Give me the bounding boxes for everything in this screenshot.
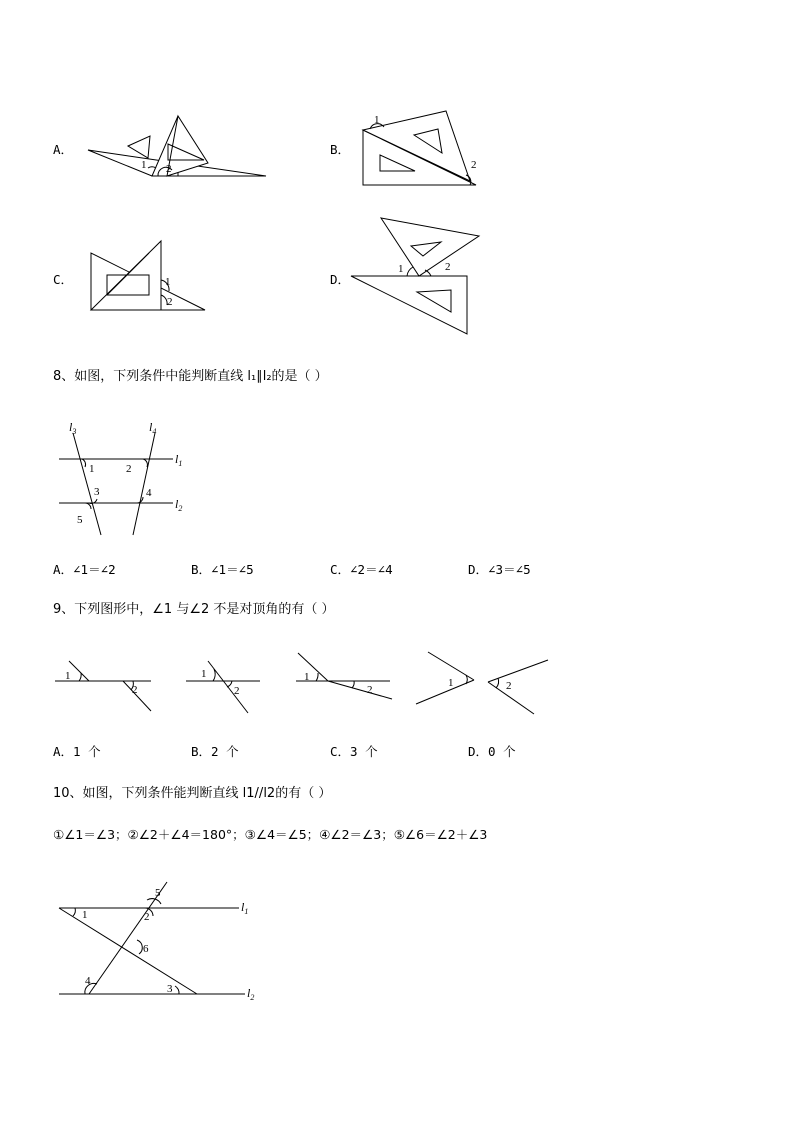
q7d-upper-triangle xyxy=(381,218,479,276)
q8-angle-arc-2 xyxy=(143,459,147,467)
q8-angle-arc-1 xyxy=(82,459,86,467)
q8-angle-arc-5 xyxy=(85,503,91,509)
q9-figure-3 xyxy=(296,647,396,707)
q9f1-angle-label-2: 2 xyxy=(132,684,138,696)
q8-line-l4 xyxy=(133,433,155,535)
q10-transversal-a xyxy=(59,908,197,994)
q8-choice-c: C．∠2＝∠4 xyxy=(330,562,393,577)
q9-question-stem: 9、下列图形中，∠1 与∠2 不是对顶角的有（ ） xyxy=(53,602,335,617)
q10-label-l1: $l_1$ xyxy=(241,900,249,916)
q9-choice-c: C．3 个 xyxy=(330,744,378,759)
q10-question-stem: 10、如图，下列条件能判断直线 l1//l2的有（ ） xyxy=(53,786,332,801)
q10-angle-label-4: 4 xyxy=(85,975,91,987)
q9f4-angle-label-1: 1 xyxy=(448,677,454,689)
q10-angle-label-3: 3 xyxy=(167,983,173,995)
q9-choice-b: B．2 个 xyxy=(191,744,239,759)
q7-option-c-figure xyxy=(85,235,215,315)
q9-figure-4 xyxy=(412,648,552,716)
q8-angle-label-5: 5 xyxy=(77,514,83,526)
q9-choice-a: A．1 个 xyxy=(53,744,101,759)
q9f1-angle-label-1: 1 xyxy=(65,670,71,682)
q7d-lower-triangle xyxy=(351,276,467,334)
q9f3-angle-label-1: 1 xyxy=(304,671,310,683)
q8-choice-a: A．∠1＝∠2 xyxy=(53,562,116,577)
q7d-angle-label-1: 1 xyxy=(398,263,404,275)
q10-angle-label-1: 1 xyxy=(82,909,88,921)
q7c-angle-label-2: 2 xyxy=(167,296,173,308)
q9f4-left-upper-ray xyxy=(428,652,474,680)
q7a-angle-label-1: 1 xyxy=(141,159,147,171)
q7d-angle-arc-1 xyxy=(407,267,413,276)
q9f2-angle-label-2: 2 xyxy=(234,685,240,697)
q10-angle-label-5: 5 xyxy=(155,887,161,899)
q9f4-left-lower-ray xyxy=(416,680,474,704)
q7-option-c-letter: C． xyxy=(53,272,74,287)
q10-angle-label-6: 6 xyxy=(143,943,149,955)
q8-question-stem: 8、如图，下列条件中能判断直线 l₁∥l₂的是（ ） xyxy=(53,369,328,384)
q8-angle-label-2: 2 xyxy=(126,463,132,475)
q9f3-angle-label-2: 2 xyxy=(367,684,373,696)
q9f3-lower-ray xyxy=(328,681,392,699)
q9f3-upper-ray xyxy=(298,653,328,681)
q9f3-angle-arc-2 xyxy=(352,681,354,688)
q9f4-angle-arc-1 xyxy=(466,675,467,684)
q10-angle-arc-6 xyxy=(137,940,142,954)
q8-angle-label-1: 1 xyxy=(89,463,95,475)
q9-figure-2 xyxy=(186,655,266,717)
q7-option-a-letter: A． xyxy=(53,142,74,157)
q8-choice-b: B．∠1＝∠5 xyxy=(191,562,254,577)
q7-option-b-letter: B． xyxy=(330,142,351,157)
q10-angle-label-2: 2 xyxy=(144,911,150,923)
q7a-angle-label-2: 2 xyxy=(166,163,172,175)
q9f3-angle-arc-1 xyxy=(316,673,318,681)
q8-label-l4: $l_4$ xyxy=(149,420,157,436)
q7-option-b-figure xyxy=(360,105,490,190)
q9f2-angle-arc-1 xyxy=(213,669,215,681)
q8-figure xyxy=(55,415,195,540)
q7-option-d-letter: D． xyxy=(330,272,351,287)
q9f2-angle-label-1: 1 xyxy=(201,668,207,680)
q9-figure-1 xyxy=(55,655,155,717)
q9f1-angle-arc-1 xyxy=(79,673,81,681)
q9f4-angle-label-2: 2 xyxy=(506,680,512,692)
q7-option-d-figure xyxy=(345,212,485,337)
q8-label-l2: $l_2$ xyxy=(175,497,183,513)
q10-figure xyxy=(55,880,275,1005)
q9f4-right-upper-ray xyxy=(488,660,548,682)
q7b-angle-label-1: 1 xyxy=(374,114,380,126)
q8-choice-d: D．∠3＝∠5 xyxy=(468,562,531,577)
q10-angle-arc-3 xyxy=(175,986,179,994)
q7-option-a-figure xyxy=(80,110,280,185)
q10-label-l2: $l_2$ xyxy=(247,986,255,1002)
q8-angle-label-4: 4 xyxy=(146,487,152,499)
q8-label-l1: $l_1$ xyxy=(175,452,183,468)
q7d-angle-arc-2 xyxy=(425,270,431,276)
q9f1-upper-ray xyxy=(69,661,89,681)
q9f4-angle-arc-2 xyxy=(496,678,499,688)
q8-label-l3: $l_3$ xyxy=(69,420,77,436)
q7d-angle-label-2: 2 xyxy=(445,261,451,273)
q7c-angle-label-1: 1 xyxy=(165,276,171,288)
q10-angle-arc-1 xyxy=(73,908,75,916)
q7a-inner-cutout-left xyxy=(128,136,150,158)
q8-angle-label-3: 3 xyxy=(94,486,100,498)
q8-angle-arc-4 xyxy=(137,497,143,503)
q9-choice-d: D．0 个 xyxy=(468,744,516,759)
q10-conditions: ①∠1＝∠3；②∠2＋∠4＝180°；③∠4＝∠5；④∠2＝∠3；⑤∠6＝∠2＋∠3 xyxy=(53,827,488,842)
q7b-angle-label-2: 2 xyxy=(471,159,477,171)
